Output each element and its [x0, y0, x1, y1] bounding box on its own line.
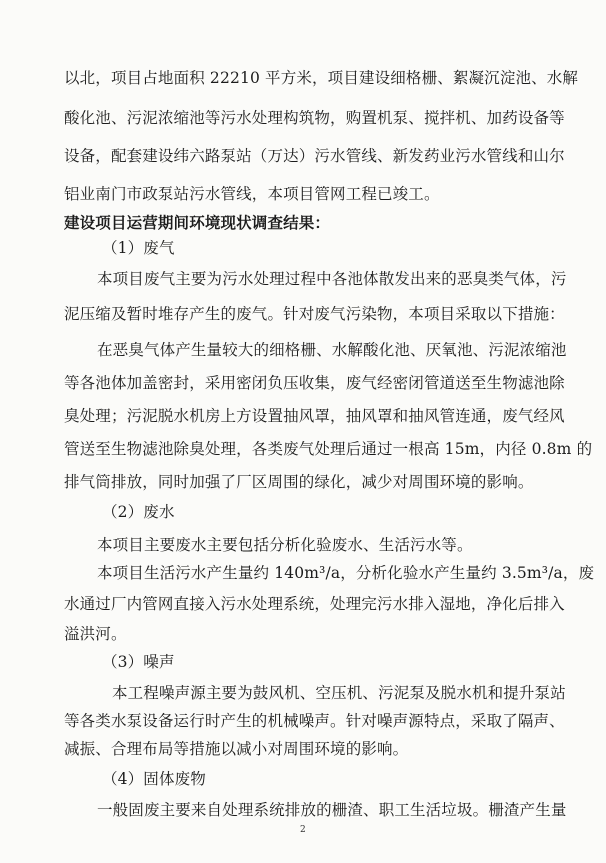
subheading-waste-water: （2）废水: [102, 503, 175, 521]
text-line-9: 在恶臭气体产生量较大的细格栅、水解酸化池、厌氧池、污泥浓缩池: [97, 341, 567, 359]
text-line-13: 排气筒排放，同时加强了厂区周围的绿化，减少对周围环境的影响。: [64, 473, 534, 491]
text-line-7: 本项目废气主要为污水处理过程中各池体散发出来的恶臭类气体，污: [97, 270, 567, 288]
subheading-solid-waste: （4）固体废物: [102, 770, 206, 788]
text-line-21: 等各类水泵设备运行时产生的机械噪声。针对噪声源特点，采取了隔声、: [64, 712, 565, 730]
text-line-16: 本项目生活污水产生量约 140m³/a，分析化验水产生量约 3.5m³/a，废: [97, 564, 595, 582]
subheading-waste-gas: （1）废气: [102, 239, 175, 257]
text-line-11: 臭处理；污泥脱水机房上方设置抽风罩，抽风罩和抽风管连通，废气经风: [64, 407, 565, 425]
text-line-4: 铝业南门市政泵站污水管线，本项目管网工程已竣工。: [64, 185, 440, 203]
text-line-15: 本项目主要废水主要包括分析化验废水、生活污水等。: [97, 536, 473, 554]
text-line-10: 等各池体加盖密封，采用密闭负压收集，废气经密闭管道送至生物滤池除: [64, 374, 565, 392]
section-heading: 建设项目运营期间环境现状调查结果：: [64, 213, 331, 232]
page-number: 2: [300, 825, 306, 835]
text-line-2: 酸化池、污泥浓缩池等污水处理构筑物，购置机泵、搅拌机、加药设备等: [64, 109, 565, 127]
text-line-22: 减振、合理布局等措施以减小对周围环境的影响。: [64, 740, 409, 758]
subheading-noise: （3）噪声: [102, 653, 175, 671]
text-line-20: 本工程噪声源主要为鼓风机、空压机、污泥泵及脱水机和提升泵站: [112, 684, 566, 702]
text-line-24: 一般固废主要来自处理系统排放的栅渣、职工生活垃圾。栅渣产生量: [97, 801, 567, 819]
text-line-18: 溢洪河。: [64, 625, 127, 643]
text-line-8: 泥压缩及暂时堆存产生的废气。针对废气污染物，本项目采取以下措施：: [64, 305, 565, 323]
text-line-17: 水通过厂内管网直接入污水处理系统，处理完污水排入湿地，净化后排入: [64, 595, 565, 613]
text-line-1: 以北，项目占地面积 22210 平方米，项目建设细格栅、絮凝沉淀池、水解: [64, 69, 579, 87]
text-line-12: 管送至生物滤池除臭处理，各类废气处理后通过一根高 15m，内径 0.8m 的: [64, 440, 593, 458]
text-line-3: 设备，配套建设纬六路泵站（万达）污水管线、新发药业污水管线和山尔: [64, 147, 565, 165]
